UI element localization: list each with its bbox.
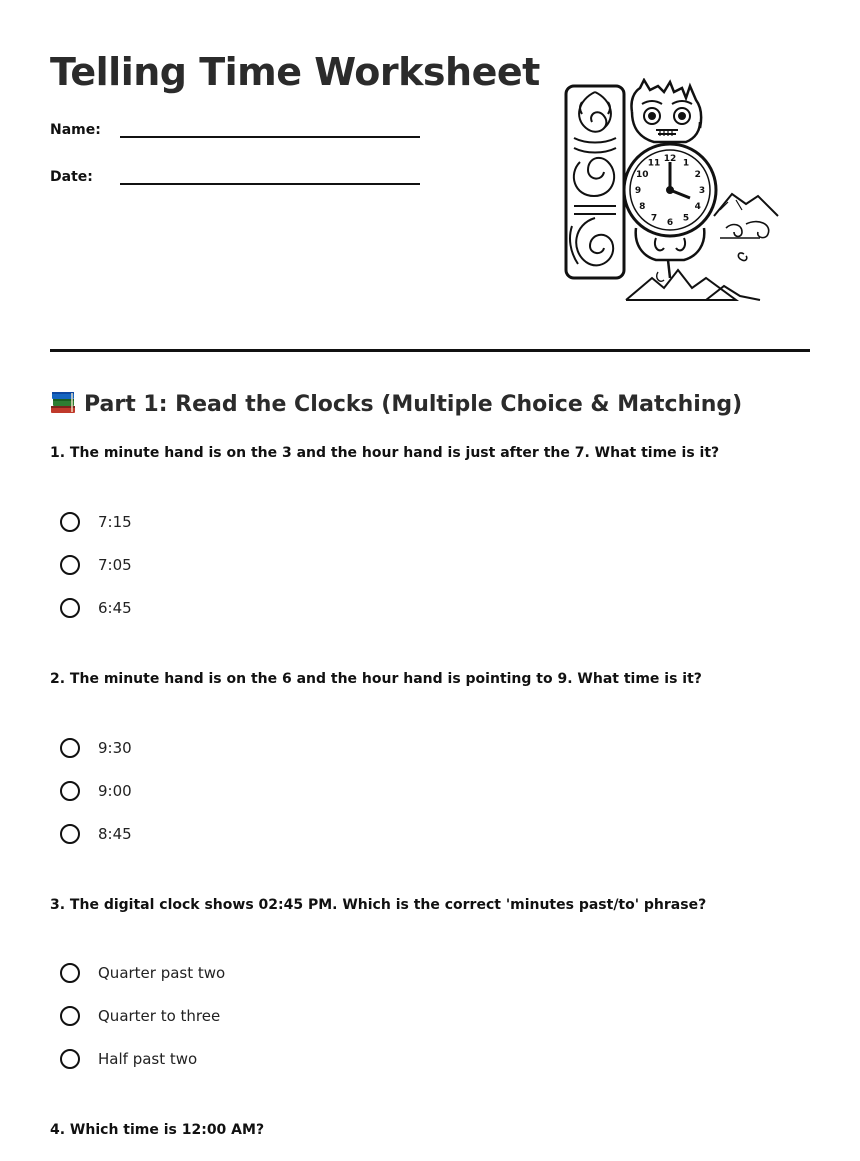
q3-option-1[interactable] [60, 963, 360, 989]
q2-option-1[interactable] [60, 738, 360, 764]
clock-numeral: 1 [682, 158, 690, 169]
q2-option-3[interactable] [60, 824, 360, 850]
radio-button[interactable] [60, 598, 80, 618]
clock-numeral: 7 [650, 213, 658, 224]
question-2-text: 2. The minute hand is on the 6 and the hour hand is pointing to 9. What time is it? [50, 671, 702, 687]
name-input-line[interactable] [120, 136, 420, 138]
option-label: 8:45 [98, 825, 132, 843]
date-label: Date: [50, 169, 93, 185]
radio-button[interactable] [60, 963, 80, 983]
section-heading [50, 390, 742, 417]
section-divider [50, 349, 810, 352]
clock-numeral: 10 [636, 170, 649, 180]
maori-carving-clock-illustration [560, 78, 785, 306]
question-3-text: 3. The digital clock shows 02:45 PM. Which is the correct 'minutes past/to' phrase? [50, 897, 707, 913]
option-label: Quarter past two [98, 964, 226, 982]
clock-numeral: 5 [682, 213, 690, 224]
clock-numeral: 2 [694, 170, 701, 180]
clock-numeral: 4 [694, 202, 701, 212]
q3-option-2[interactable] [60, 1006, 360, 1032]
clock-numeral: 6 [666, 218, 674, 228]
clock-numeral: 8 [639, 202, 646, 212]
option-label: 7:05 [98, 556, 132, 574]
books-emoji-icon [50, 390, 76, 414]
section-heading-text: Part 1: Read the Clocks (Multiple Choice & Matching) [84, 392, 743, 417]
name-label: Name: [50, 122, 101, 138]
q2-option-2[interactable] [60, 781, 360, 807]
page-title: Telling Time Worksheet [50, 50, 540, 94]
q1-option-3[interactable] [60, 598, 360, 624]
q1-option-1[interactable] [60, 512, 360, 538]
clock-numeral: 11 [647, 158, 661, 169]
question-4-text: 4. Which time is 12:00 AM? [50, 1122, 265, 1138]
clock-numeral: 12 [663, 154, 677, 164]
radio-button[interactable] [60, 512, 80, 532]
radio-button[interactable] [60, 738, 80, 758]
question-1-text: 1. The minute hand is on the 3 and the hour hand is just after the 7. What time is it? [50, 445, 720, 461]
option-label: 9:00 [98, 782, 132, 800]
radio-button[interactable] [60, 824, 80, 844]
option-label: Quarter to three [98, 1007, 221, 1025]
date-field[interactable] [50, 169, 422, 199]
option-label: 7:15 [98, 513, 132, 531]
clock-numeral: 9 [634, 186, 642, 196]
option-label: Half past two [98, 1050, 198, 1068]
radio-button[interactable] [60, 781, 80, 801]
option-label: 6:45 [98, 599, 132, 617]
option-label: 9:30 [98, 739, 132, 757]
clock-numeral: 3 [698, 186, 706, 196]
radio-button[interactable] [60, 555, 80, 575]
radio-button[interactable] [60, 1049, 80, 1069]
radio-button[interactable] [60, 1006, 80, 1026]
date-input-line[interactable] [120, 183, 420, 185]
name-field[interactable] [50, 122, 422, 152]
q3-option-3[interactable] [60, 1049, 360, 1075]
q1-option-2[interactable] [60, 555, 360, 581]
